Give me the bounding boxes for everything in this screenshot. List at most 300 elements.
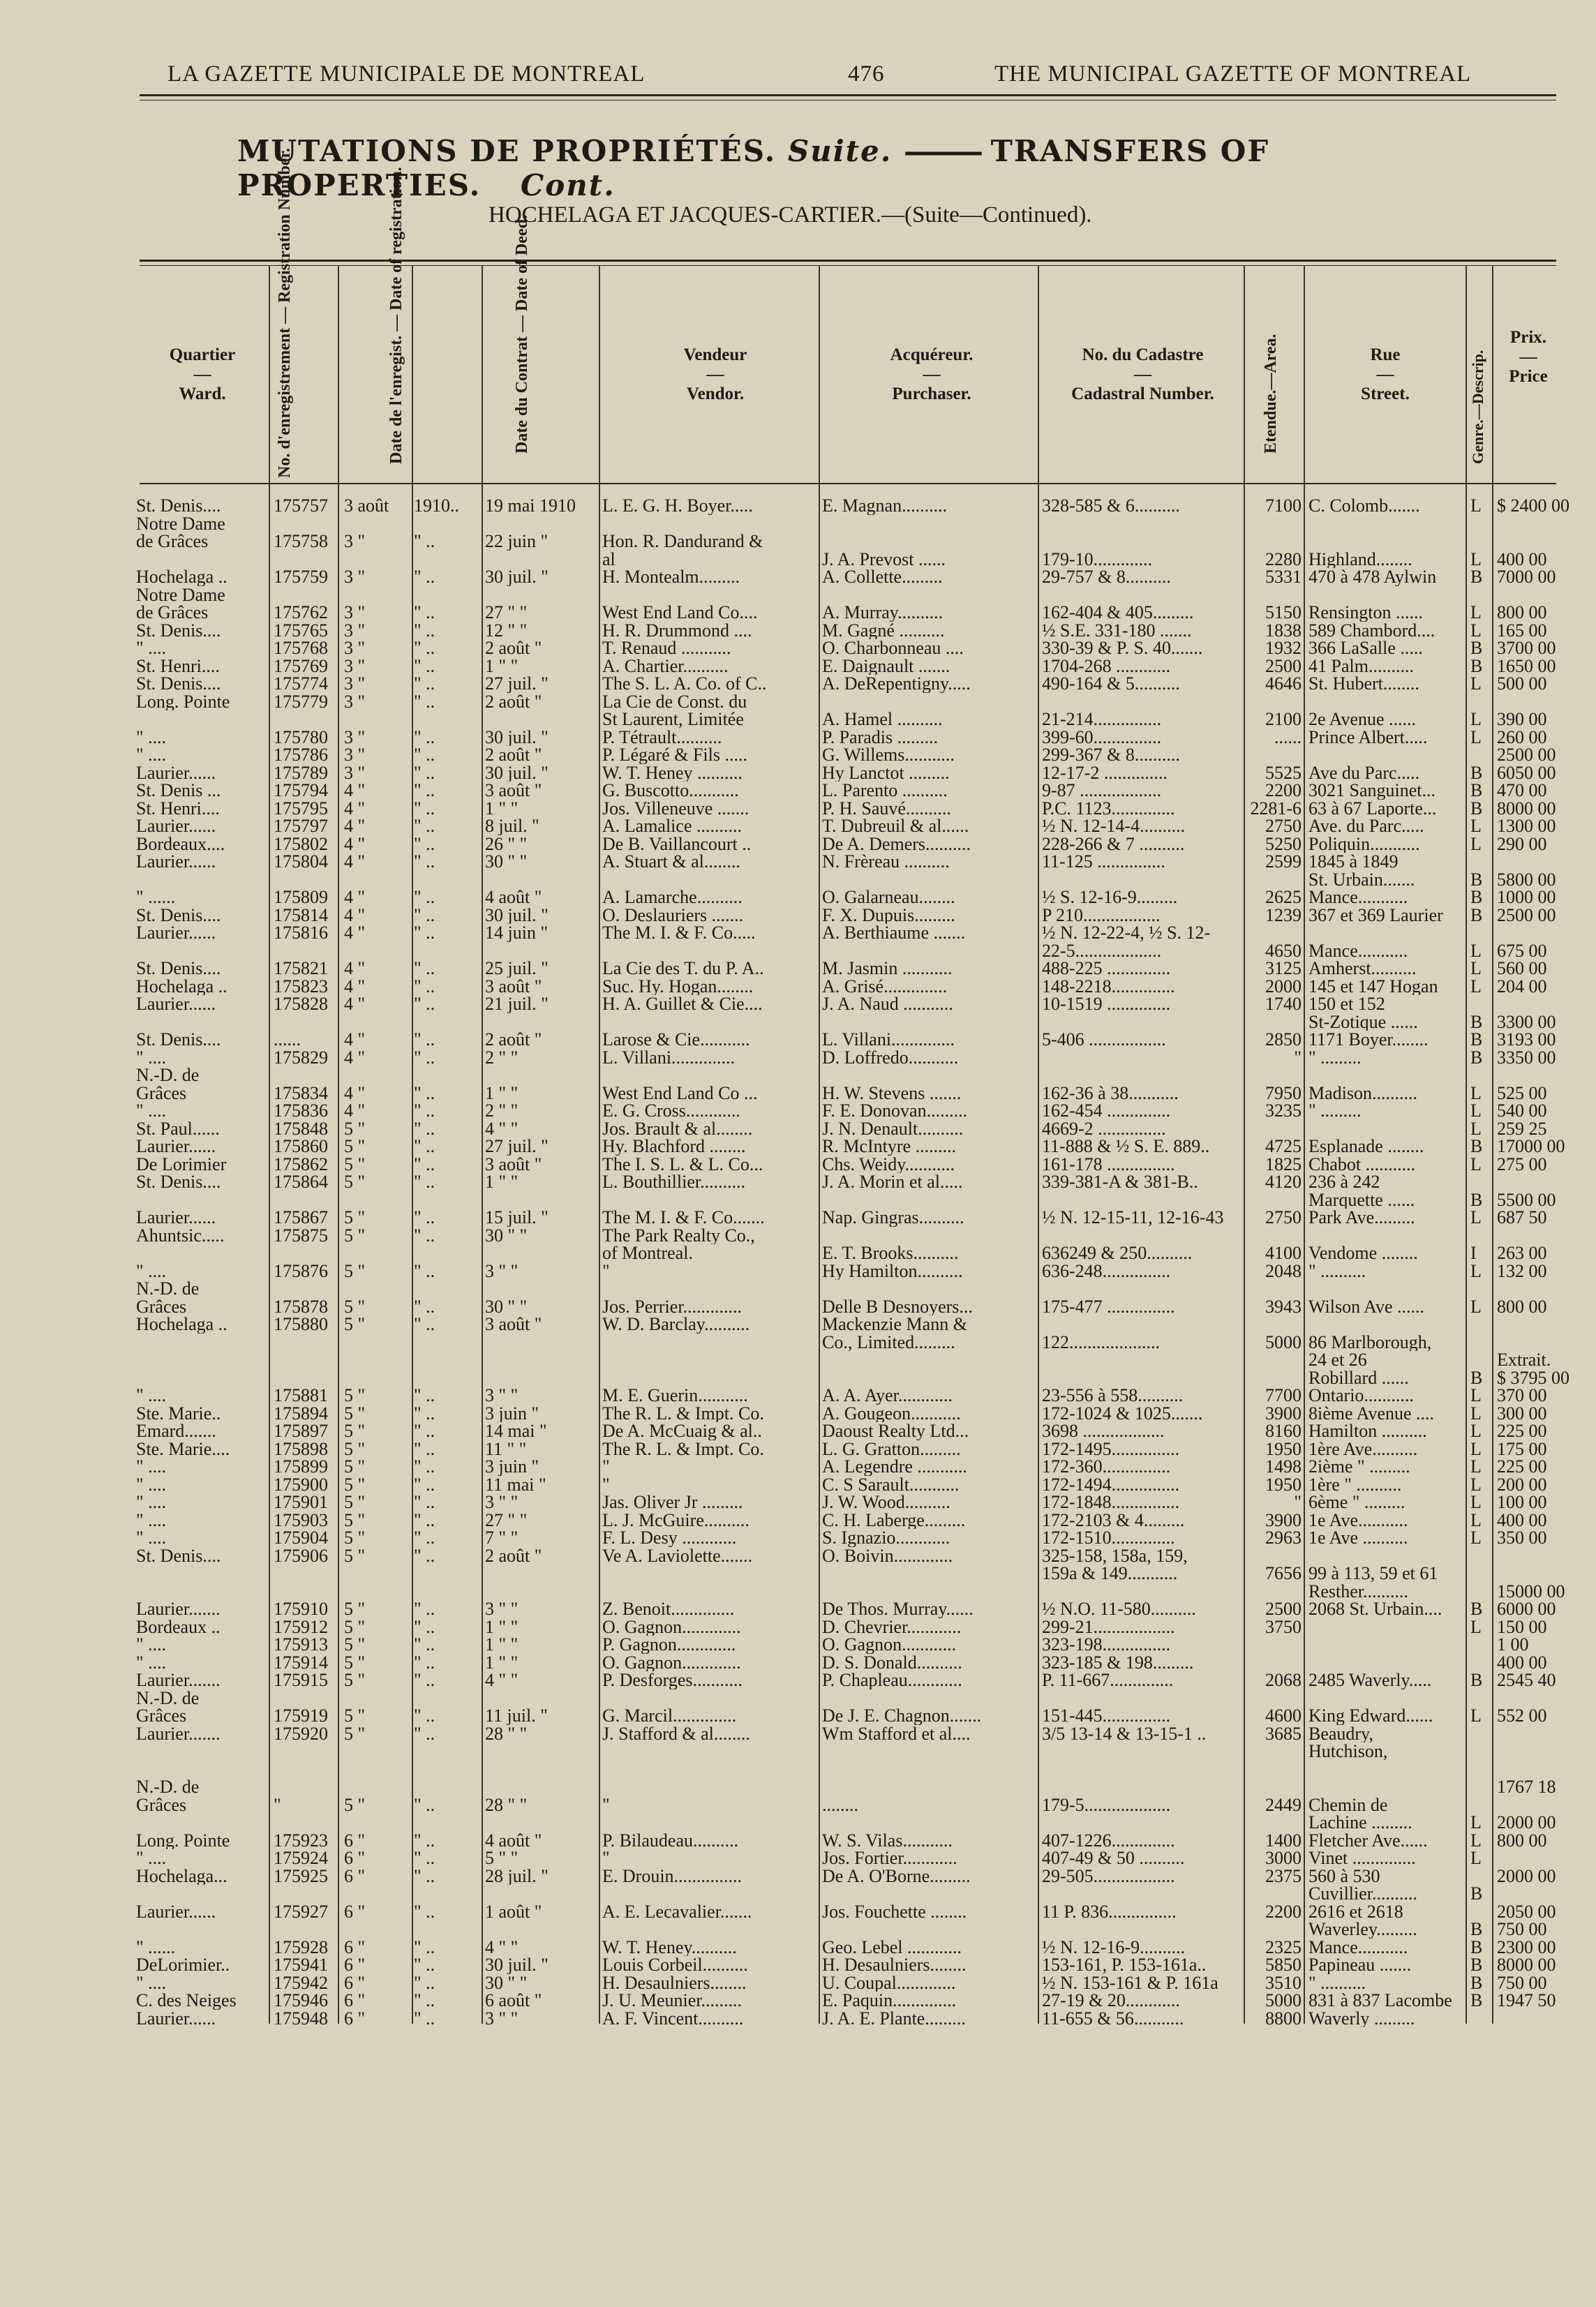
cell-vendor: West End Land Co ...	[602, 1084, 758, 1102]
table-row	[136, 568, 1567, 586]
cell-reg-year: " ..	[414, 995, 435, 1013]
cell-street: 2616 et 2618	[1308, 1902, 1403, 1920]
cell-reg-date: 3 "	[344, 568, 366, 586]
cell-purchaser: Chs. Weidy...........	[822, 1155, 955, 1173]
cell-purchaser: J. N. Denault..........	[822, 1119, 964, 1137]
cell-price: 400 00	[1497, 550, 1547, 568]
cell-genre: L	[1470, 1475, 1482, 1493]
cell-reg-year: " ..	[414, 746, 435, 764]
cell-reg-date: 4 "	[344, 888, 366, 906]
cell-price: 2300 00	[1497, 1938, 1556, 1956]
cell-reg-number: 175928	[274, 1938, 328, 1956]
cell-cadastre: 21-214...............	[1042, 710, 1162, 729]
cell-reg-date: 4 "	[344, 1031, 366, 1049]
cell-area: 2850	[1265, 1031, 1302, 1049]
cell-street: " .........	[1308, 1048, 1362, 1066]
table-top-rule	[140, 260, 1556, 262]
cell-reg-date: 3 "	[344, 692, 366, 710]
cell-price: 260 00	[1497, 728, 1547, 746]
cell-genre: B	[1470, 906, 1483, 924]
cell-reg-number: 175942	[274, 1973, 328, 1992]
cell-price: 400 00	[1497, 1653, 1547, 1671]
cell-deed-date: 30 " "	[485, 1973, 528, 1992]
cell-purchaser: J. A. Naud ...........	[822, 995, 953, 1013]
cell-area: 4100	[1265, 1244, 1302, 1262]
cell-vendor: "	[602, 1849, 610, 1867]
cell-cadastre: 399-60...............	[1042, 728, 1162, 746]
cell-purchaser: P. Chapleau............	[822, 1671, 962, 1689]
cell-cadastre: 323-185 & 198.........	[1042, 1653, 1194, 1671]
cell-reg-number: 175757	[274, 497, 328, 515]
cell-purchaser: J. A. Morin et al.....	[822, 1173, 963, 1191]
cell-purchaser: L. Parento ..........	[822, 782, 948, 800]
cell-deed-date: 14 mai "	[485, 1422, 547, 1440]
cell-reg-number: 175912	[274, 1618, 328, 1636]
cell-ward: " ....	[136, 1102, 167, 1120]
cell-purchaser: E. T. Brooks..........	[822, 1244, 959, 1262]
cell-ward: Laurier......	[136, 1902, 216, 1920]
cell-street: 2485 Waverly.....	[1308, 1671, 1432, 1689]
cell-price: 470 00	[1497, 782, 1547, 800]
cell-genre: B	[1470, 799, 1483, 817]
cell-reg-number: 175762	[274, 604, 328, 622]
cell-genre: L	[1470, 550, 1482, 568]
cell-reg-number: 175899	[274, 1458, 328, 1476]
cell-area: 2100	[1265, 710, 1302, 729]
cell-reg-number: 175789	[274, 763, 328, 782]
cell-deed-date: 22 juin "	[485, 532, 549, 551]
table-row	[136, 1120, 1567, 1138]
table-row	[136, 1298, 1567, 1316]
cell-ward: Ste. Marie....	[136, 1440, 230, 1458]
cell-price: 800 00	[1497, 1297, 1547, 1315]
cell-cadastre: 172-1848...............	[1042, 1493, 1180, 1511]
col-area: Etendue.—Area.	[1262, 334, 1280, 454]
cell-genre: L	[1470, 1119, 1482, 1137]
table-row	[136, 1351, 1567, 1369]
cell-ward: " ....	[136, 1973, 167, 1992]
cell-purchaser: S. Ignazio............	[822, 1529, 950, 1547]
cell-deed-date: 30 " "	[485, 853, 528, 871]
cell-reg-number: 175765	[274, 621, 328, 639]
cell-purchaser: P. Paradis .........	[822, 728, 939, 746]
cell-reg-number: 175924	[274, 1849, 328, 1867]
table-row	[136, 1885, 1567, 1903]
cell-vendor: E. G. Cross............	[602, 1102, 740, 1120]
cell-purchaser: Hy Lanctot .........	[822, 763, 950, 782]
cell-reg-date: 5 "	[344, 1795, 366, 1814]
cell-area: 5150	[1265, 604, 1302, 622]
cell-reg-date: 6 "	[344, 1992, 366, 2010]
cell-purchaser: U. Coupal.............	[822, 1973, 956, 1992]
cell-deed-date: 2 août "	[485, 746, 542, 764]
cell-reg-date: 6 "	[344, 1973, 366, 1992]
cell-genre: L	[1470, 817, 1482, 835]
cell-vendor: Jos. Brault & al........	[602, 1119, 753, 1137]
cell-reg-year: " ..	[414, 1475, 435, 1493]
cell-price: 2000 00	[1497, 1814, 1556, 1832]
table-row	[136, 1262, 1567, 1281]
table-row	[136, 817, 1567, 835]
cell-cadastre: 27-19 & 20............	[1042, 1992, 1180, 2010]
cell-reg-number: 175901	[274, 1493, 328, 1511]
cell-genre: L	[1470, 835, 1482, 853]
cell-reg-date: 5 "	[344, 1618, 366, 1636]
cell-reg-date: 6 "	[344, 1867, 366, 1885]
cell-vendor: St Laurent, Limitée	[602, 710, 744, 729]
cell-reg-year: " ..	[414, 1600, 435, 1618]
cell-vendor: F. L. Desy ............	[602, 1529, 737, 1547]
cell-reg-year: " ..	[414, 1262, 435, 1280]
cell-reg-year: " ..	[414, 1529, 435, 1547]
cell-street: Hamilton ..........	[1308, 1422, 1427, 1440]
cell-reg-date: 5 "	[344, 1173, 366, 1191]
cell-street: Highland........	[1308, 550, 1412, 568]
cell-cadastre: 162-454 ..............	[1042, 1102, 1171, 1120]
cell-reg-number: 175948	[274, 2009, 328, 2027]
cell-ward: Laurier......	[136, 2009, 216, 2027]
cell-area: 1825	[1265, 1155, 1302, 1173]
cell-area: 7950	[1265, 1084, 1302, 1102]
cell-area: 1950	[1265, 1440, 1302, 1458]
cell-deed-date: 3 août "	[485, 1315, 542, 1334]
cell-area: 2599	[1265, 853, 1302, 871]
cell-reg-date: 5 "	[344, 1707, 366, 1725]
cell-street: Poliquin...........	[1308, 835, 1420, 853]
cell-genre: B	[1470, 1938, 1483, 1956]
cell-genre: L	[1470, 1814, 1482, 1832]
table-row	[136, 1476, 1567, 1494]
cell-area: 2500	[1265, 657, 1302, 675]
cell-cadastre: 490-164 & 5..........	[1042, 675, 1180, 693]
cell-genre: L	[1470, 960, 1482, 978]
cell-street: " .........	[1308, 1102, 1362, 1120]
cell-price: 200 00	[1497, 1475, 1547, 1493]
cell-area: 4600	[1265, 1707, 1302, 1725]
cell-price: 2000 00	[1497, 1867, 1556, 1885]
cell-street: Amherst..........	[1308, 960, 1417, 978]
cell-reg-number: 175774	[274, 675, 328, 693]
cell-price: 132 00	[1497, 1262, 1547, 1280]
cell-ward: St. Denis ...	[136, 782, 221, 800]
cell-price: 1000 00	[1497, 888, 1556, 906]
table-row	[136, 515, 1567, 533]
table-row	[136, 729, 1567, 747]
subtitle: HOCHELAGA ET JACQUES-CARTIER.—(Suite—Continued).	[489, 202, 1092, 227]
table-row	[136, 978, 1567, 996]
cell-vendor: "	[602, 1458, 610, 1476]
table-row	[136, 551, 1567, 569]
cell-cadastre: 22-5...................	[1042, 941, 1162, 960]
cell-street: " ..........	[1308, 1262, 1366, 1280]
cell-reg-number: 175925	[274, 1867, 328, 1885]
cell-vendor: T. Renaud ...........	[602, 639, 731, 657]
col-cadastre: No. du Cadastre — Cadastral Number.	[1071, 345, 1214, 403]
cell-vendor: Z. Benoit..............	[602, 1600, 735, 1618]
cell-street: Lachine .........	[1308, 1814, 1412, 1832]
table-header-bottom-rule	[140, 483, 1556, 484]
cell-ward: Bordeaux ..	[136, 1618, 221, 1636]
cell-reg-year: " ..	[414, 1867, 435, 1885]
cell-deed-date: 30 juil. "	[485, 568, 549, 586]
table-row	[136, 746, 1567, 764]
cell-price: 2545 40	[1497, 1671, 1556, 1689]
cell-street: Waverly .........	[1308, 2009, 1415, 2027]
cell-cadastre: 11-125 ...............	[1042, 853, 1165, 871]
cell-street: Marquette ......	[1308, 1190, 1415, 1209]
cell-genre: B	[1470, 1600, 1483, 1618]
cell-purchaser: D. Chevrier............	[822, 1618, 962, 1636]
cell-deed-date: 1 " "	[485, 1618, 519, 1636]
cell-price: 400 00	[1497, 1511, 1547, 1529]
table-row	[136, 1209, 1567, 1227]
table-row	[136, 532, 1567, 551]
cell-cadastre: 330-39 & P. S. 40.......	[1042, 639, 1203, 657]
cell-ward: " ....	[136, 1511, 167, 1529]
cell-genre: B	[1470, 1013, 1483, 1031]
cell-reg-date: 3 "	[344, 763, 366, 782]
col-genre: Genre.—Descrip.	[1469, 350, 1486, 464]
cell-vendor: L. E. G. H. Boyer.....	[602, 497, 753, 515]
cell-genre: B	[1470, 639, 1483, 657]
cell-genre: L	[1470, 1422, 1482, 1440]
cell-deed-date: 21 juil. "	[485, 995, 549, 1013]
cell-vendor: O. Gagnon.............	[602, 1618, 741, 1636]
page-title: MUTATIONS DE PROPRIÉTÉS. Suite. ——— TRANSFERS OF PROPERTIES. Cont.	[237, 134, 1270, 202]
cell-reg-date: 5 "	[344, 1458, 366, 1476]
cell-street: Vendome ........	[1308, 1244, 1418, 1262]
cell-street: 470 à 478 Aylwin	[1308, 568, 1437, 586]
cell-vendor: A. Lamarche..........	[602, 888, 743, 906]
cell-ward: Laurier......	[136, 924, 216, 942]
cell-reg-number: 175875	[274, 1226, 328, 1244]
cell-deed-date: 3 juin "	[485, 1458, 539, 1476]
cell-street: 3021 Sanguinet...	[1308, 782, 1435, 800]
cell-reg-date: 3 "	[344, 746, 366, 764]
cell-area: 3900	[1265, 1404, 1302, 1422]
cell-price: 552 00	[1497, 1707, 1547, 1725]
cell-street: Robillard ......	[1308, 1368, 1409, 1387]
cell-reg-date: 4 "	[344, 924, 366, 942]
table-row	[136, 1992, 1567, 2010]
cell-reg-year: " ..	[414, 782, 435, 800]
cell-reg-year: " ..	[414, 1546, 435, 1565]
cell-street: 1ère " ..........	[1308, 1475, 1402, 1493]
cell-purchaser: H. W. Stevens .......	[822, 1084, 962, 1102]
cell-reg-number: 175876	[274, 1262, 328, 1280]
cell-street: Fletcher Ave......	[1308, 1831, 1428, 1849]
cell-cadastre: ½ N.O. 11-580..........	[1042, 1600, 1196, 1618]
cell-reg-date: 4 "	[344, 995, 366, 1013]
cell-street: Waverley.........	[1308, 1920, 1417, 1939]
cell-reg-date: 6 "	[344, 1831, 366, 1849]
cell-area: 2449	[1265, 1795, 1302, 1814]
cell-area: 4120	[1265, 1173, 1302, 1191]
cell-reg-date: 4 "	[344, 1102, 366, 1120]
table-row	[136, 1031, 1567, 1049]
table-row	[136, 1849, 1567, 1867]
table-row	[136, 497, 1567, 515]
cell-genre: L	[1470, 728, 1482, 746]
cell-price: 259 25	[1497, 1119, 1547, 1137]
table-row	[136, 924, 1567, 942]
cell-genre: B	[1470, 1368, 1483, 1387]
cell-ward: N.-D. de	[136, 1778, 200, 1796]
cell-reg-year: " ..	[414, 2009, 435, 2027]
table-row	[136, 657, 1567, 675]
cell-cadastre: 29-757 & 8..........	[1042, 568, 1171, 586]
table-row	[136, 1725, 1567, 1743]
cell-reg-number: 175898	[274, 1440, 328, 1458]
cell-price: 3700 00	[1497, 639, 1556, 657]
cell-purchaser: Daoust Realty Ltd...	[822, 1422, 969, 1440]
cell-vendor: "	[602, 1475, 610, 1493]
cell-vendor: P. Bilaudeau..........	[602, 1831, 738, 1849]
page-number: 476	[848, 61, 885, 87]
table-row	[136, 1832, 1567, 1850]
table-row	[136, 1761, 1567, 1779]
cell-street: St-Zotique ......	[1308, 1013, 1418, 1031]
cell-reg-number: 175769	[274, 657, 328, 675]
cell-reg-number: 175867	[274, 1209, 328, 1227]
cell-cadastre: ½ S. 12-16-9.........	[1042, 888, 1178, 906]
cell-deed-date: 19 mai 1910	[485, 497, 576, 515]
cell-deed-date: 4 août "	[485, 888, 542, 906]
cell-purchaser: A. Gougeon...........	[822, 1404, 961, 1422]
table-row	[136, 888, 1567, 906]
cell-deed-date: 30 " "	[485, 1297, 528, 1315]
cell-ward: de Grâces	[136, 532, 209, 551]
cell-vendor: La Cie des T. du P. A..	[602, 960, 764, 978]
cell-ward: St. Denis....	[136, 621, 221, 639]
cell-cadastre: 325-158, 158a, 159,	[1042, 1546, 1188, 1565]
cell-reg-year: " ..	[414, 1618, 435, 1636]
cell-price: 800 00	[1497, 604, 1547, 622]
cell-reg-number: 175897	[274, 1422, 328, 1440]
cell-area: 2281-6	[1250, 799, 1302, 817]
cell-purchaser: De Thos. Murray......	[822, 1600, 974, 1618]
cell-area: 3235	[1265, 1102, 1302, 1120]
cell-ward: Laurier......	[136, 763, 216, 782]
cell-price: 7000 00	[1497, 568, 1556, 586]
table-row	[136, 1156, 1567, 1174]
cell-price: 225 00	[1497, 1458, 1547, 1476]
cell-ward: Ahuntsic.....	[136, 1226, 225, 1244]
cell-cadastre: 153-161, P. 153-161a..	[1042, 1956, 1207, 1974]
cell-reg-date: 5 "	[344, 1546, 366, 1565]
table-row	[136, 1920, 1567, 1939]
cell-purchaser: Delle B Desnoyers...	[822, 1297, 973, 1315]
cell-price: $ 3795 00	[1497, 1368, 1569, 1387]
cell-vendor: The R. L. & Impt. Co.	[602, 1440, 764, 1458]
cell-reg-year: " ..	[414, 1511, 435, 1529]
cell-reg-number: 175848	[274, 1119, 328, 1137]
cell-cadastre: ½ N. 12-16-9..........	[1042, 1938, 1186, 1956]
cell-reg-year: " ..	[414, 1671, 435, 1689]
cell-reg-year: " ..	[414, 1422, 435, 1440]
cell-area: 1932	[1265, 639, 1302, 657]
cell-area: 2068	[1265, 1671, 1302, 1689]
cell-price: 150 00	[1497, 1618, 1547, 1636]
cell-street: 6ème " .........	[1308, 1493, 1405, 1511]
cell-price: 1767 18	[1497, 1778, 1556, 1796]
cell-deed-date: 4 " "	[485, 1938, 519, 1956]
cell-reg-date: 5 "	[344, 1440, 366, 1458]
cell-reg-number: 175759	[274, 568, 328, 586]
cell-reg-number: 175881	[274, 1387, 328, 1405]
cell-reg-date: 5 "	[344, 1600, 366, 1618]
cell-street: 831 à 837 Lacombe	[1308, 1992, 1452, 2010]
cell-street: Ave. du Parc.....	[1308, 817, 1424, 835]
cell-street: 8ième Avenue ....	[1308, 1404, 1435, 1422]
cell-reg-number: 175758	[274, 532, 328, 551]
cell-street: 1ère Ave..........	[1308, 1440, 1418, 1458]
cell-price: 8000 00	[1497, 799, 1556, 817]
cell-vendor: "	[602, 1795, 610, 1814]
cell-reg-year: " ..	[414, 906, 435, 924]
table-row	[136, 1974, 1567, 1992]
cell-street: Rensington ......	[1308, 604, 1423, 622]
cell-reg-date: 5 "	[344, 1209, 366, 1227]
cell-reg-date: 4 "	[344, 1048, 366, 1066]
table-row	[136, 1102, 1567, 1120]
cell-purchaser: De A. Demers..........	[822, 835, 971, 853]
cell-street: 2e Avenue ......	[1308, 710, 1417, 729]
cell-purchaser: H. Desaulniers........	[822, 1956, 967, 1974]
cell-ward: " ......	[136, 888, 176, 906]
cell-purchaser: L. Villani..............	[822, 1031, 955, 1049]
cell-cadastre: 11 P. 836...............	[1042, 1902, 1177, 1920]
cell-cadastre: P.C. 1123..............	[1042, 799, 1175, 817]
cell-reg-year: " ..	[414, 692, 435, 710]
cell-reg-number: 175904	[274, 1529, 328, 1547]
cell-area: 7100	[1265, 497, 1302, 515]
cell-reg-date: 6 "	[344, 1956, 366, 1974]
cell-street: Hutchison,	[1308, 1742, 1388, 1761]
cell-area: 7700	[1265, 1387, 1302, 1405]
cell-reg-year: " ..	[414, 728, 435, 746]
cell-reg-year: " ..	[414, 1831, 435, 1849]
cell-cadastre: 122....................	[1042, 1333, 1160, 1351]
cell-reg-number: 175910	[274, 1600, 328, 1618]
table-row	[136, 1939, 1567, 1957]
cell-vendor: West End Land Co....	[602, 604, 758, 622]
cell-deed-date: 12 " "	[485, 621, 528, 639]
cell-street: St. Urbain.......	[1308, 870, 1415, 888]
cell-price: 390 00	[1497, 710, 1547, 729]
cell-purchaser: D. S. Donald..........	[822, 1653, 962, 1671]
cell-purchaser: M. Jasmin ...........	[822, 960, 953, 978]
cell-vendor: L. Villani..............	[602, 1048, 736, 1066]
table-row	[136, 1511, 1567, 1530]
cell-vendor: P. Gagnon.............	[602, 1636, 736, 1654]
cell-reg-number: 175779	[274, 692, 328, 710]
cell-purchaser: O. Galarneau........	[822, 888, 955, 906]
cell-ward: Emard.......	[136, 1422, 216, 1440]
cell-reg-year: " ..	[414, 1387, 435, 1405]
cell-price: 290 00	[1497, 835, 1547, 853]
cell-price: 1947 50	[1497, 1992, 1556, 2010]
cell-reg-year: " ..	[414, 1724, 435, 1742]
cell-reg-year: " ..	[414, 621, 435, 639]
table-row	[136, 800, 1567, 818]
cell-ward: " ....	[136, 1653, 167, 1671]
cell-purchaser: A. Legendre ...........	[822, 1458, 967, 1476]
cell-ward: " ....	[136, 1458, 167, 1476]
cell-area: 2280	[1265, 550, 1302, 568]
cell-cadastre: ½ N. 12-22-4, ½ S. 12-	[1042, 924, 1211, 942]
table-row	[136, 871, 1567, 889]
